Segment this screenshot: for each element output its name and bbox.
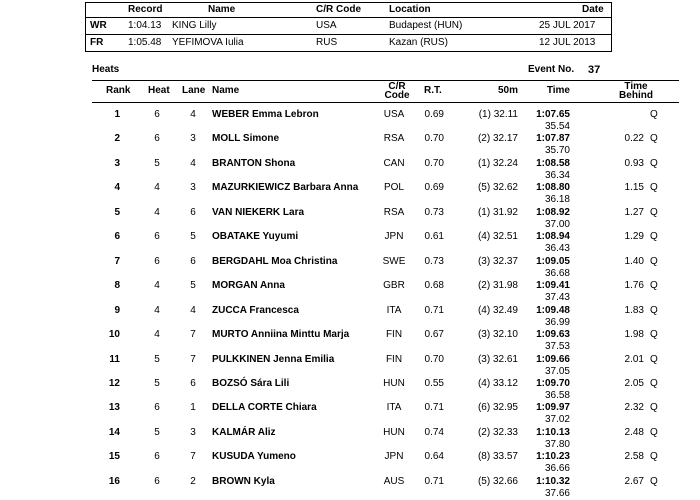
reaction-time: 0.61 (424, 231, 444, 243)
athlete-name: BOZSÓ Sára Lili (212, 377, 290, 389)
country-code: CAN (383, 157, 405, 169)
qualified-mark: Q (650, 157, 658, 169)
record-name: KING Lilly (172, 20, 217, 31)
lane-cell: 6 (190, 377, 196, 389)
records-header-location: Location (389, 4, 431, 15)
final-time: 1:08.58 (536, 157, 570, 169)
rank-cell: 2 (114, 133, 120, 145)
country-code: POL (383, 182, 404, 194)
reaction-time: 0.70 (424, 157, 444, 169)
country-code: ITA (386, 402, 402, 414)
lane-cell: 6 (190, 255, 196, 267)
split-50m: (3) 32.37 (477, 255, 518, 267)
table-row (0, 207, 700, 231)
lane-cell: 7 (190, 353, 196, 365)
final-time: 1:09.97 (536, 402, 570, 414)
heat-cell: 4 (154, 304, 160, 316)
reaction-time: 0.64 (424, 451, 444, 463)
heat-cell: 4 (154, 182, 160, 194)
athlete-name: BRANTON Shona (212, 157, 296, 169)
qualified-mark: Q (650, 402, 658, 414)
time-behind: 2.05 (624, 377, 644, 389)
reaction-time: 0.68 (424, 280, 444, 292)
heat-cell: 5 (154, 426, 160, 438)
final-time: 1:09.66 (536, 353, 570, 365)
country-code: RSA (383, 133, 405, 145)
time-behind: 2.32 (624, 402, 644, 414)
reaction-time: 0.71 (424, 304, 444, 316)
heat-cell: 6 (154, 255, 160, 267)
heat-cell: 6 (154, 109, 160, 120)
reaction-time: 0.71 (424, 475, 444, 487)
table-row (0, 354, 700, 378)
time-behind: 0.93 (624, 157, 644, 169)
record-date: 12 JUL 2013 (539, 37, 596, 48)
rank-cell: 8 (114, 280, 120, 292)
reaction-time: 0.70 (424, 353, 444, 365)
time-behind: 1.98 (624, 329, 644, 341)
final-time: 1:10.13 (536, 426, 570, 438)
qualified-mark: Q (650, 451, 658, 463)
lane-cell: 4 (190, 157, 196, 169)
reaction-time: 0.55 (424, 377, 444, 389)
split-50m: (2) 31.98 (477, 280, 518, 292)
col-rt: R.T. (424, 85, 442, 96)
heat-cell: 5 (154, 157, 160, 169)
record-code: USA (316, 20, 337, 31)
lane-cell: 5 (190, 231, 196, 243)
split-100m: 36.43 (544, 243, 570, 255)
lane-cell: 4 (190, 304, 196, 316)
table-row (0, 158, 700, 182)
athlete-name: PULKKINEN Jenna Emilia (212, 353, 335, 365)
split-50m: (4) 32.49 (477, 304, 518, 316)
rank-cell: 11 (109, 353, 120, 365)
records-header-date: Date (582, 4, 604, 15)
country-code: FIN (385, 353, 403, 365)
lane-cell: 4 (190, 109, 196, 120)
reaction-time: 0.69 (424, 182, 444, 194)
rank-cell: 13 (108, 402, 120, 414)
split-100m: 37.05 (544, 365, 570, 377)
reaction-time: 0.74 (424, 426, 444, 438)
split-100m: 36.58 (544, 389, 570, 401)
split-50m: (1) 32.24 (477, 157, 518, 169)
heat-cell: 5 (154, 377, 160, 389)
record-name: YEFIMOVA Iulia (172, 37, 244, 48)
lane-cell: 2 (190, 475, 196, 487)
athlete-name: MAZURKIEWICZ Barbara Anna (212, 182, 359, 194)
final-time: 1:09.48 (536, 304, 570, 316)
qualified-mark: Q (650, 377, 658, 389)
split-100m: 35.54 (544, 121, 570, 132)
final-time: 1:10.32 (536, 475, 570, 487)
table-row (0, 451, 700, 475)
table-row (0, 378, 700, 402)
table-row (0, 427, 700, 451)
col-cr: C/R (388, 81, 406, 92)
split-100m: 37.80 (544, 438, 570, 450)
lane-cell: 5 (190, 280, 196, 292)
records-header-cr-code: C/R Code (316, 4, 361, 15)
col-time-behind-2: Behind (619, 90, 653, 101)
event-number: 37 (588, 64, 601, 76)
records-table (85, 2, 612, 52)
time-behind: 1.15 (624, 182, 644, 194)
heats-title: Heats (92, 64, 120, 75)
table-row (0, 305, 700, 329)
athlete-name: VAN NIEKERK Lara (212, 206, 305, 218)
heat-cell: 6 (154, 475, 160, 487)
reaction-time: 0.71 (424, 402, 444, 414)
rank-cell: 6 (114, 231, 120, 243)
final-time: 1:09.41 (536, 280, 570, 292)
qualified-mark: Q (650, 329, 658, 341)
rank-cell: 5 (114, 206, 120, 218)
heat-cell: 6 (154, 231, 160, 243)
record-location: Kazan (RUS) (389, 37, 448, 48)
qualified-mark: Q (650, 353, 658, 365)
split-50m: (8) 33.57 (477, 451, 518, 463)
qualified-mark: Q (650, 182, 658, 194)
country-code: HUN (383, 377, 405, 389)
split-100m: 37.02 (544, 414, 570, 426)
country-code: USA (383, 109, 405, 120)
athlete-name: WEBER Emma Lebron (212, 109, 319, 120)
lane-cell: 3 (190, 133, 196, 145)
split-100m: 35.70 (544, 145, 570, 157)
record-time: 1:05.48 (128, 37, 162, 48)
reaction-time: 0.69 (424, 109, 444, 120)
record-row (86, 35, 611, 51)
table-row (0, 109, 700, 133)
reaction-time: 0.70 (424, 133, 444, 145)
table-row (0, 256, 700, 280)
final-time: 1:09.63 (536, 329, 570, 341)
rank-cell: 14 (108, 426, 120, 438)
col-rank: Rank (106, 85, 131, 96)
split-50m: (1) 32.11 (478, 109, 518, 120)
country-code: HUN (383, 426, 405, 438)
table-row (0, 280, 700, 304)
table-row (0, 182, 700, 206)
time-behind: 1.40 (624, 255, 644, 267)
table-row (0, 231, 700, 255)
athlete-name: BERGDAHL Moa Christina (212, 255, 338, 267)
time-behind: 1.76 (624, 280, 644, 292)
record-code: RUS (316, 37, 338, 48)
heat-cell: 4 (154, 329, 160, 341)
rank-cell: 10 (108, 329, 120, 341)
heat-cell: 6 (154, 451, 160, 463)
reaction-time: 0.73 (424, 206, 444, 218)
split-50m: (4) 32.51 (477, 231, 518, 243)
rank-cell: 12 (108, 377, 120, 389)
rank-cell: 1 (114, 109, 120, 120)
rank-cell: 7 (114, 255, 120, 267)
time-behind: 1.29 (624, 231, 644, 243)
final-time: 1:08.94 (536, 231, 570, 243)
lane-cell: 1 (190, 402, 196, 414)
country-code: AUS (383, 475, 405, 487)
country-code: JPN (384, 451, 404, 463)
heat-cell: 5 (154, 353, 160, 365)
country-code: GBR (383, 280, 405, 292)
time-behind: 2.67 (624, 475, 644, 487)
split-50m: (5) 32.66 (477, 475, 518, 487)
athlete-name: MOLL Simone (212, 133, 280, 145)
time-behind: 2.58 (624, 451, 644, 463)
split-50m: (2) 32.33 (477, 426, 518, 438)
record-date: 25 JUL 2017 (539, 20, 596, 31)
time-behind: 2.48 (624, 426, 644, 438)
record-row (86, 18, 611, 34)
table-row (0, 476, 700, 500)
rank-cell: 9 (114, 304, 120, 316)
table-row (0, 133, 700, 157)
table-row (0, 402, 700, 426)
athlete-name: OBATAKE Yuyumi (212, 231, 299, 243)
col-lane: Lane (182, 85, 206, 96)
record-type: WR (90, 20, 107, 31)
split-50m: (6) 32.95 (477, 402, 518, 414)
table-row (0, 329, 700, 353)
col-time-behind-1: Time (624, 81, 648, 92)
qualified-mark: Q (650, 475, 658, 487)
heat-cell: 4 (154, 206, 160, 218)
split-100m: 36.66 (544, 463, 570, 475)
split-50m: (5) 32.62 (477, 182, 518, 194)
heat-cell: 4 (154, 280, 160, 292)
records-header-name: Name (208, 4, 236, 15)
split-100m: 37.53 (544, 341, 570, 353)
lane-cell: 3 (190, 426, 196, 438)
header-top-rule (92, 80, 679, 81)
event-label: Event No. (528, 64, 575, 75)
split-100m: 37.43 (544, 292, 570, 304)
country-code: ITA (386, 304, 402, 316)
country-code: RSA (383, 206, 405, 218)
qualified-mark: Q (650, 133, 658, 145)
final-time: 1:07.65 (536, 109, 570, 120)
split-100m: 36.99 (544, 316, 570, 328)
split-100m: 37.00 (544, 218, 570, 230)
athlete-name: KALMÁR Aliz (212, 426, 276, 438)
split-100m: 36.18 (544, 194, 570, 206)
record-time: 1:04.13 (128, 20, 162, 31)
time-behind: 1.27 (624, 206, 644, 218)
col-time: Time (546, 85, 570, 96)
lane-cell: 7 (190, 329, 196, 341)
time-behind: 2.01 (624, 353, 644, 365)
qualified-mark: Q (650, 426, 658, 438)
col-heat: Heat (148, 85, 170, 96)
final-time: 1:09.70 (536, 377, 570, 389)
qualified-mark: Q (650, 231, 658, 243)
split-100m: 36.34 (544, 169, 570, 181)
time-behind: 0.22 (624, 133, 644, 145)
athlete-name: BROWN Kyla (212, 475, 275, 487)
athlete-name: KUSUDA Yumeno (212, 451, 296, 463)
split-50m: (4) 33.12 (477, 377, 518, 389)
lane-cell: 7 (190, 451, 196, 463)
country-code: JPN (384, 231, 404, 243)
athlete-name: MORGAN Anna (212, 280, 285, 292)
athlete-name: ZUCCA Francesca (212, 304, 299, 316)
athlete-name: MURTO Anniina Minttu Marja (212, 329, 350, 341)
col-code: Code (384, 90, 410, 101)
final-time: 1:08.92 (536, 206, 570, 218)
reaction-time: 0.67 (424, 329, 444, 341)
header-bottom-rule (92, 102, 679, 103)
records-header-record: Record (128, 4, 163, 15)
record-type: FR (90, 37, 104, 48)
rank-cell: 16 (108, 475, 120, 487)
rank-cell: 4 (114, 182, 120, 194)
rank-cell: 15 (108, 451, 120, 463)
athlete-name: DELLA CORTE Chiara (212, 402, 317, 414)
rank-cell: 3 (114, 157, 120, 169)
qualified-mark: Q (650, 304, 658, 316)
country-code: FIN (385, 329, 403, 341)
split-50m: (2) 32.17 (477, 133, 518, 145)
reaction-time: 0.73 (424, 255, 444, 267)
split-50m: (3) 32.61 (477, 353, 518, 365)
split-50m: (3) 32.10 (477, 329, 518, 341)
split-100m: 36.68 (544, 267, 570, 279)
time-behind: 1.83 (624, 304, 644, 316)
final-time: 1:10.23 (536, 451, 570, 463)
heat-cell: 6 (154, 133, 160, 145)
heat-cell: 6 (154, 402, 160, 414)
country-code: SWE (382, 255, 406, 267)
qualified-mark: Q (650, 206, 658, 218)
record-location: Budapest (HUN) (389, 20, 463, 31)
final-time: 1:09.05 (536, 255, 570, 267)
final-time: 1:07.87 (536, 133, 570, 145)
qualified-mark: Q (650, 109, 658, 120)
split-50m: (1) 31.92 (477, 206, 518, 218)
qualified-mark: Q (650, 255, 658, 267)
col-name: Name (212, 85, 240, 96)
lane-cell: 3 (190, 182, 196, 194)
split-100m: 37.66 (544, 487, 570, 499)
col-50m: 50m (497, 85, 518, 96)
qualified-mark: Q (650, 280, 658, 292)
final-time: 1:08.80 (536, 182, 570, 194)
lane-cell: 6 (190, 206, 196, 218)
